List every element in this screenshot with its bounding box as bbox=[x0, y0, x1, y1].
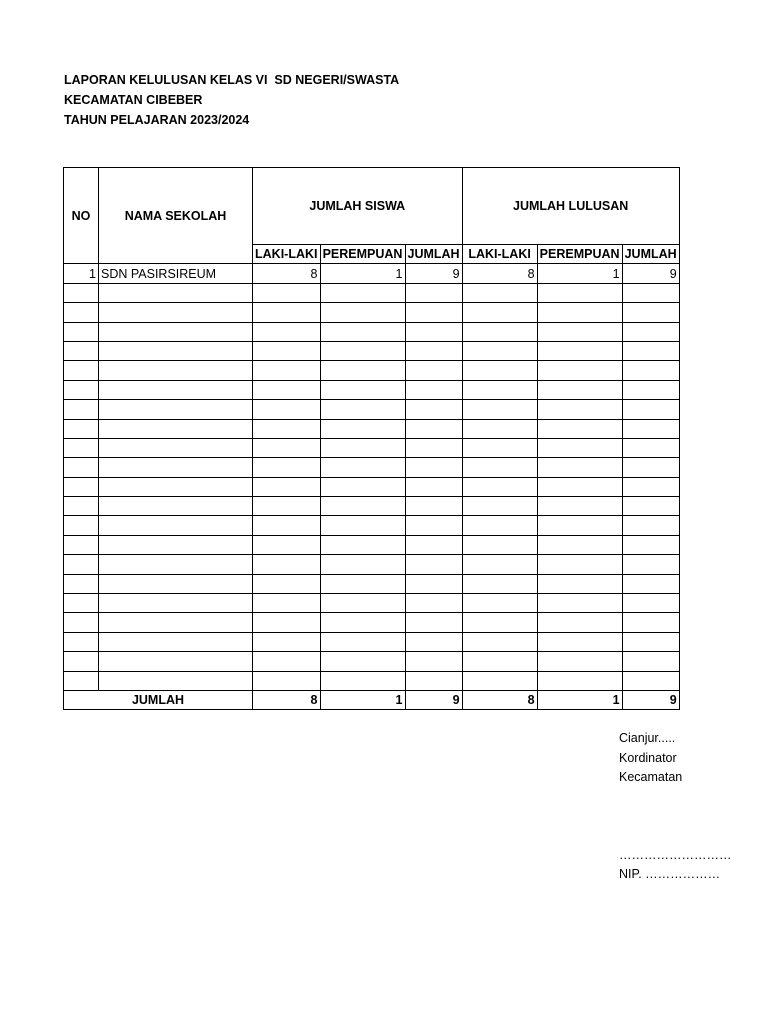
row-school-name: SDN PASIRSIREUM bbox=[99, 264, 253, 283]
empty-cell bbox=[537, 438, 622, 457]
empty-cell bbox=[320, 283, 405, 302]
row-male-graduates: 8 bbox=[462, 264, 537, 283]
empty-cell bbox=[405, 535, 462, 554]
empty-cell bbox=[253, 322, 321, 341]
empty-cell bbox=[253, 477, 321, 496]
table-row bbox=[64, 264, 680, 283]
empty-table-row bbox=[64, 613, 680, 632]
empty-cell bbox=[99, 613, 253, 632]
empty-cell bbox=[405, 497, 462, 516]
empty-cell bbox=[99, 322, 253, 341]
empty-cell bbox=[405, 516, 462, 535]
empty-cell bbox=[320, 594, 405, 613]
empty-cell bbox=[253, 535, 321, 554]
empty-cell bbox=[622, 477, 679, 496]
empty-cell bbox=[253, 594, 321, 613]
subheader-male-students: LAKI-LAKI bbox=[253, 245, 321, 264]
empty-cell bbox=[537, 283, 622, 302]
empty-cell bbox=[320, 671, 405, 690]
empty-cell bbox=[64, 594, 99, 613]
empty-cell bbox=[320, 613, 405, 632]
empty-cell bbox=[622, 632, 679, 651]
empty-cell bbox=[537, 555, 622, 574]
empty-cell bbox=[253, 632, 321, 651]
empty-cell bbox=[99, 303, 253, 322]
empty-table-row bbox=[64, 283, 680, 302]
empty-cell bbox=[253, 613, 321, 632]
row-total-students: 9 bbox=[405, 264, 462, 283]
academic-year: TAHUN PELAJARAN 2023/2024 bbox=[64, 113, 250, 127]
empty-cell bbox=[253, 574, 321, 593]
empty-cell bbox=[99, 380, 253, 399]
empty-cell bbox=[462, 671, 537, 690]
signature-block bbox=[619, 729, 732, 885]
empty-cell bbox=[622, 400, 679, 419]
empty-cell bbox=[462, 380, 537, 399]
empty-cell bbox=[462, 477, 537, 496]
row-female-students: 1 bbox=[320, 264, 405, 283]
subheader-total-graduates: JUMLAH bbox=[622, 245, 679, 264]
empty-table-row bbox=[64, 594, 680, 613]
graduation-table bbox=[63, 167, 680, 710]
empty-cell bbox=[99, 574, 253, 593]
empty-table-row bbox=[64, 438, 680, 457]
empty-cell bbox=[405, 671, 462, 690]
empty-cell bbox=[462, 632, 537, 651]
empty-cell bbox=[622, 594, 679, 613]
empty-cell bbox=[537, 497, 622, 516]
empty-cell bbox=[405, 380, 462, 399]
empty-table-row bbox=[64, 361, 680, 380]
empty-cell bbox=[622, 419, 679, 438]
empty-table-row bbox=[64, 535, 680, 554]
report-header bbox=[64, 70, 399, 130]
empty-cell bbox=[253, 303, 321, 322]
empty-cell bbox=[405, 341, 462, 360]
empty-cell bbox=[462, 574, 537, 593]
header-school-name: NAMA SEKOLAH bbox=[99, 168, 253, 264]
total-row bbox=[64, 690, 680, 709]
empty-cell bbox=[537, 380, 622, 399]
empty-cell bbox=[462, 652, 537, 671]
empty-cell bbox=[253, 438, 321, 457]
empty-cell bbox=[99, 341, 253, 360]
empty-cell bbox=[320, 322, 405, 341]
empty-cell bbox=[99, 361, 253, 380]
empty-table-row bbox=[64, 458, 680, 477]
empty-cell bbox=[405, 574, 462, 593]
empty-cell bbox=[405, 555, 462, 574]
signature-title-2: Kecamatan bbox=[619, 770, 683, 784]
empty-cell bbox=[462, 438, 537, 457]
empty-cell bbox=[462, 400, 537, 419]
empty-cell bbox=[462, 555, 537, 574]
empty-cell bbox=[462, 419, 537, 438]
empty-cell bbox=[462, 361, 537, 380]
empty-cell bbox=[64, 303, 99, 322]
empty-cell bbox=[537, 361, 622, 380]
empty-cell bbox=[320, 438, 405, 457]
empty-table-row bbox=[64, 477, 680, 496]
header-graduate-count: JUMLAH LULUSAN bbox=[462, 168, 679, 245]
total-female-students: 1 bbox=[320, 690, 405, 709]
empty-cell bbox=[320, 341, 405, 360]
empty-cell bbox=[64, 458, 99, 477]
empty-cell bbox=[253, 652, 321, 671]
empty-cell bbox=[405, 361, 462, 380]
empty-cell bbox=[64, 497, 99, 516]
empty-cell bbox=[405, 632, 462, 651]
empty-cell bbox=[64, 400, 99, 419]
empty-cell bbox=[622, 535, 679, 554]
empty-cell bbox=[405, 400, 462, 419]
empty-cell bbox=[64, 574, 99, 593]
empty-cell bbox=[253, 283, 321, 302]
empty-cell bbox=[253, 555, 321, 574]
empty-cell bbox=[99, 652, 253, 671]
empty-cell bbox=[320, 458, 405, 477]
empty-cell bbox=[405, 283, 462, 302]
empty-cell bbox=[537, 652, 622, 671]
empty-cell bbox=[320, 652, 405, 671]
empty-cell bbox=[320, 535, 405, 554]
empty-cell bbox=[99, 458, 253, 477]
empty-cell bbox=[64, 613, 99, 632]
empty-table-row bbox=[64, 380, 680, 399]
empty-cell bbox=[462, 535, 537, 554]
empty-cell bbox=[537, 613, 622, 632]
empty-table-row bbox=[64, 574, 680, 593]
empty-cell bbox=[99, 400, 253, 419]
empty-cell bbox=[622, 322, 679, 341]
empty-cell bbox=[64, 652, 99, 671]
report-title: LAPORAN KELULUSAN KELAS VI SD NEGERI/SWASTA bbox=[64, 73, 400, 87]
empty-cell bbox=[320, 574, 405, 593]
empty-cell bbox=[99, 594, 253, 613]
empty-cell bbox=[64, 555, 99, 574]
empty-cell bbox=[622, 574, 679, 593]
empty-cell bbox=[64, 477, 99, 496]
empty-cell bbox=[405, 458, 462, 477]
empty-table-row bbox=[64, 652, 680, 671]
empty-cell bbox=[99, 516, 253, 535]
empty-cell bbox=[462, 341, 537, 360]
empty-cell bbox=[64, 632, 99, 651]
empty-cell bbox=[462, 322, 537, 341]
empty-table-row bbox=[64, 632, 680, 651]
empty-cell bbox=[320, 380, 405, 399]
empty-table-row bbox=[64, 303, 680, 322]
empty-cell bbox=[537, 516, 622, 535]
empty-cell bbox=[537, 632, 622, 651]
empty-cell bbox=[320, 477, 405, 496]
empty-cell bbox=[99, 419, 253, 438]
row-male-students: 8 bbox=[253, 264, 321, 283]
empty-cell bbox=[253, 516, 321, 535]
empty-cell bbox=[622, 497, 679, 516]
empty-cell bbox=[405, 419, 462, 438]
empty-cell bbox=[64, 283, 99, 302]
empty-cell bbox=[622, 303, 679, 322]
row-total-graduates: 9 bbox=[622, 264, 679, 283]
empty-cell bbox=[405, 477, 462, 496]
empty-cell bbox=[99, 671, 253, 690]
empty-cell bbox=[405, 652, 462, 671]
empty-cell bbox=[253, 341, 321, 360]
empty-cell bbox=[462, 283, 537, 302]
empty-cell bbox=[462, 458, 537, 477]
empty-cell bbox=[622, 613, 679, 632]
signature-name: ……………………… bbox=[619, 847, 732, 862]
empty-cell bbox=[537, 535, 622, 554]
empty-cell bbox=[537, 341, 622, 360]
empty-cell bbox=[537, 574, 622, 593]
total-students: 9 bbox=[405, 690, 462, 709]
empty-cell bbox=[253, 458, 321, 477]
empty-cell bbox=[253, 380, 321, 399]
empty-cell bbox=[64, 535, 99, 554]
district-name: KECAMATAN CIBEBER bbox=[64, 93, 203, 107]
empty-cell bbox=[320, 516, 405, 535]
subheader-total-students: JUMLAH bbox=[405, 245, 462, 264]
empty-cell bbox=[622, 516, 679, 535]
empty-cell bbox=[320, 555, 405, 574]
empty-cell bbox=[320, 419, 405, 438]
empty-cell bbox=[462, 516, 537, 535]
empty-table-row bbox=[64, 516, 680, 535]
empty-cell bbox=[99, 535, 253, 554]
total-label: JUMLAH bbox=[64, 690, 253, 709]
empty-cell bbox=[462, 303, 537, 322]
empty-cell bbox=[99, 632, 253, 651]
subheader-male-graduates: LAKI-LAKI bbox=[462, 245, 537, 264]
empty-cell bbox=[622, 361, 679, 380]
empty-cell bbox=[537, 594, 622, 613]
header-no: NO bbox=[64, 168, 99, 264]
row-female-graduates: 1 bbox=[537, 264, 622, 283]
empty-cell bbox=[622, 438, 679, 457]
empty-cell bbox=[537, 303, 622, 322]
subheader-female-students: PEREMPUAN bbox=[320, 245, 405, 264]
empty-cell bbox=[622, 671, 679, 690]
empty-cell bbox=[462, 613, 537, 632]
empty-cell bbox=[537, 322, 622, 341]
total-graduates: 9 bbox=[622, 690, 679, 709]
empty-cell bbox=[64, 419, 99, 438]
empty-rows bbox=[64, 283, 680, 690]
empty-cell bbox=[64, 361, 99, 380]
empty-cell bbox=[64, 438, 99, 457]
empty-cell bbox=[99, 477, 253, 496]
empty-table-row bbox=[64, 555, 680, 574]
empty-cell bbox=[320, 303, 405, 322]
header-student-count: JUMLAH SISWA bbox=[253, 168, 463, 245]
empty-table-row bbox=[64, 419, 680, 438]
empty-cell bbox=[622, 341, 679, 360]
empty-cell bbox=[253, 400, 321, 419]
empty-cell bbox=[320, 497, 405, 516]
empty-cell bbox=[462, 594, 537, 613]
subheader-female-graduates: PEREMPUAN bbox=[537, 245, 622, 264]
empty-cell bbox=[99, 497, 253, 516]
empty-cell bbox=[622, 458, 679, 477]
empty-cell bbox=[405, 303, 462, 322]
empty-cell bbox=[537, 400, 622, 419]
empty-cell bbox=[99, 555, 253, 574]
empty-cell bbox=[253, 671, 321, 690]
empty-table-row bbox=[64, 322, 680, 341]
empty-table-row bbox=[64, 400, 680, 419]
signature-title-1: Kordinator bbox=[619, 750, 677, 765]
signature-nip: NIP. ……………… bbox=[619, 867, 721, 881]
empty-table-row bbox=[64, 497, 680, 516]
empty-cell bbox=[537, 419, 622, 438]
total-male-graduates: 8 bbox=[462, 690, 537, 709]
empty-cell bbox=[99, 283, 253, 302]
empty-table-row bbox=[64, 341, 680, 360]
total-female-graduates: 1 bbox=[537, 690, 622, 709]
empty-cell bbox=[537, 671, 622, 690]
row-no: 1 bbox=[64, 264, 99, 283]
empty-cell bbox=[320, 632, 405, 651]
empty-cell bbox=[405, 438, 462, 457]
empty-cell bbox=[253, 361, 321, 380]
empty-cell bbox=[622, 283, 679, 302]
empty-cell bbox=[64, 671, 99, 690]
empty-cell bbox=[64, 516, 99, 535]
empty-cell bbox=[405, 613, 462, 632]
total-male-students: 8 bbox=[253, 690, 321, 709]
empty-cell bbox=[405, 594, 462, 613]
empty-cell bbox=[405, 322, 462, 341]
empty-cell bbox=[253, 419, 321, 438]
empty-table-row bbox=[64, 671, 680, 690]
empty-cell bbox=[64, 341, 99, 360]
empty-cell bbox=[622, 380, 679, 399]
signature-place-date: Cianjur..... bbox=[619, 731, 676, 745]
empty-cell bbox=[622, 555, 679, 574]
empty-cell bbox=[64, 380, 99, 399]
empty-cell bbox=[320, 361, 405, 380]
empty-cell bbox=[622, 652, 679, 671]
table-header-row bbox=[64, 168, 680, 245]
empty-cell bbox=[99, 438, 253, 457]
empty-cell bbox=[253, 497, 321, 516]
empty-cell bbox=[537, 458, 622, 477]
empty-cell bbox=[462, 497, 537, 516]
empty-cell bbox=[320, 400, 405, 419]
empty-cell bbox=[64, 322, 99, 341]
empty-cell bbox=[537, 477, 622, 496]
